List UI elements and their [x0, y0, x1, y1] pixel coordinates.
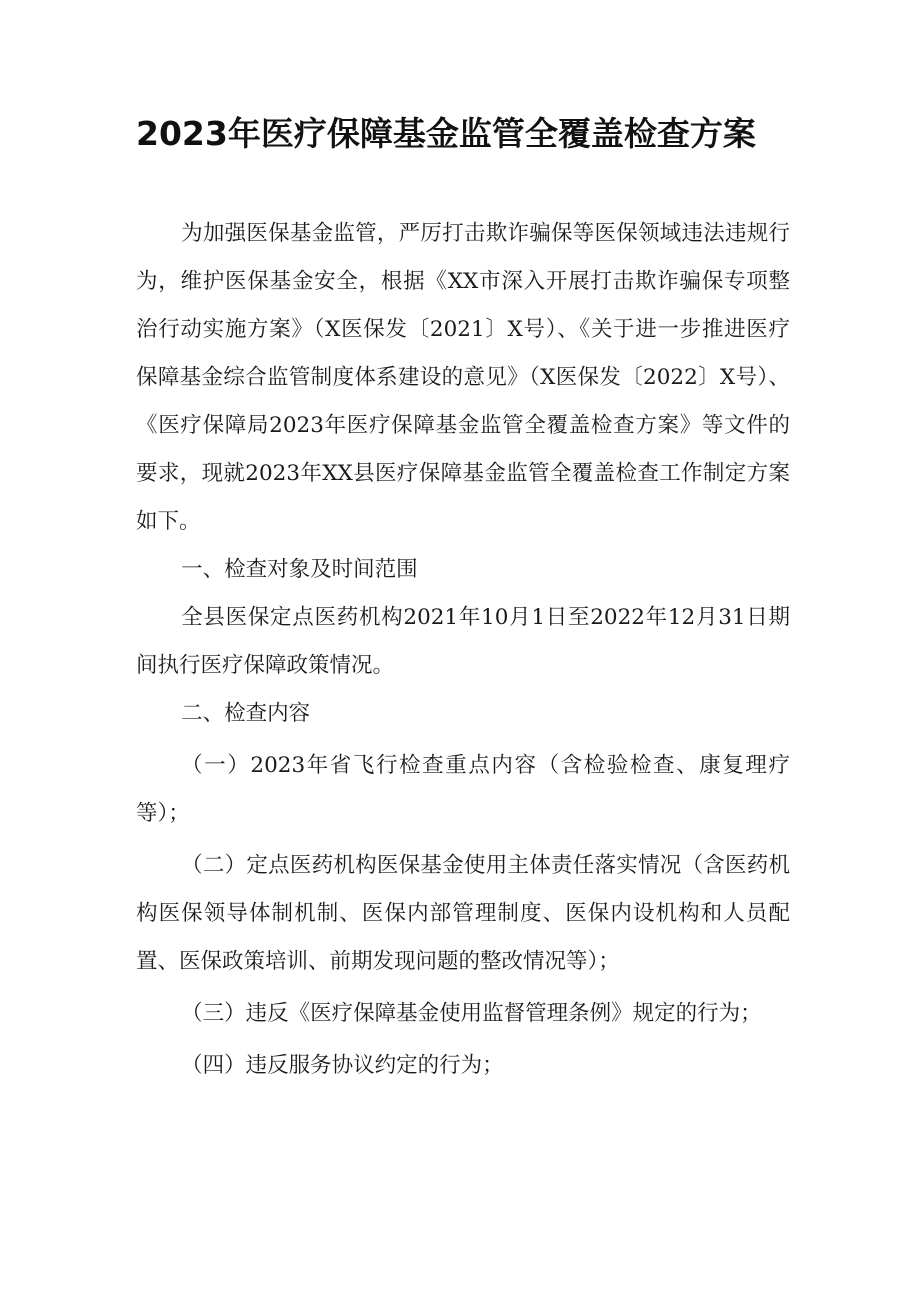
paragraph-item-4: （四）违反服务协议约定的行为； [181, 1053, 504, 1078]
heading-section-1: 一、检查对象及时间范围 [181, 557, 418, 582]
paragraph-item-3: （三）违反《医疗保障基金使用监督管理条例》规定的行为； [181, 1001, 762, 1026]
document-body [136, 210, 790, 1090]
paragraph-intro: 为加强医保基金监管，严厉打击欺诈骗保等医保领域违法违规行为，维护医保基金安全，根据《XX市深入开展打击欺诈骗保专项整治行动实施方案》（X医保发〔2021〕X号）、《关于进一步推进医疗保障基金综合监管制度体系建设的意见》（X医保发〔2022〕X号）、《医疗保障局2023年医疗保障基金监管全覆盖检查方案》等文件的要求，现就2023年XX县医疗保障基金监管全覆盖检查工作制定方案如下。 [136, 221, 790, 534]
paragraph-item-1: （一）2023年省飞行检查重点内容（含检验检查、康复理疗等）； [136, 753, 790, 826]
heading-section-2: 二、检查内容 [181, 701, 311, 726]
paragraph-item-2: （二）定点医药机构医保基金使用主体责任落实情况（含医药机构医保领导体制机制、医保内部管理制度、医保内设机构和人员配置、医保政策培训、前期发现问题的整改情况等）； [136, 853, 790, 974]
document-title: 2023年医疗保障基金监管全覆盖检查方案 [136, 114, 756, 153]
paragraph-scope: 全县医保定点医药机构2021年10月1日至2022年12月31日期间执行医疗保障政策情况。 [136, 605, 790, 678]
